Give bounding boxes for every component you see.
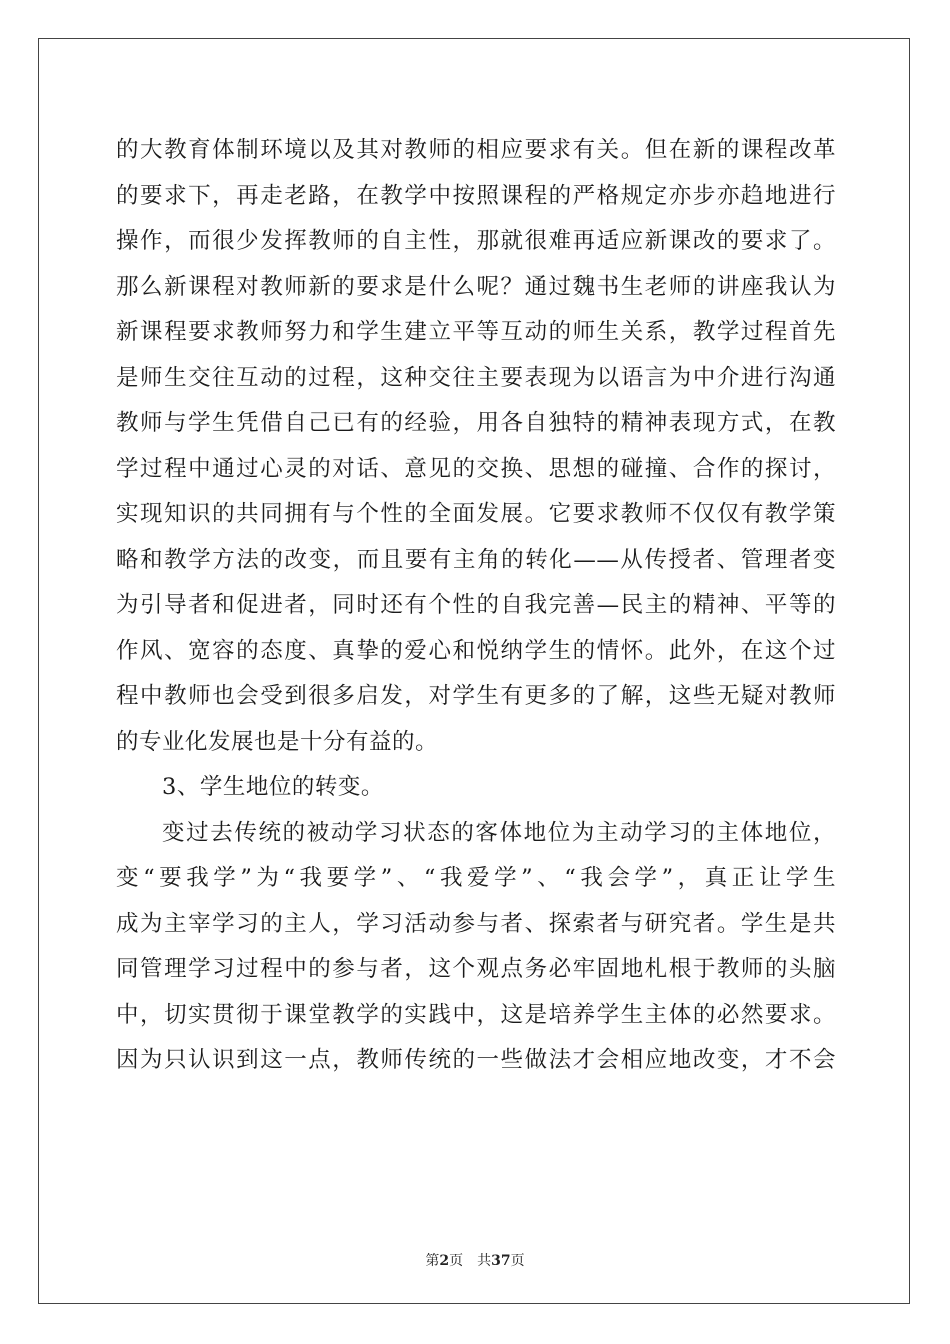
text-line: 略和教学方法的改变，而且要有主角的转化——从传授者、管理者变	[116, 546, 836, 573]
text-line: 变过去传统的被动学习状态的客体地位为主动学习的主体地位，	[162, 819, 836, 846]
document-body	[116, 128, 836, 1084]
text-line: 的要求下，再走老路，在教学中按照课程的严格规定亦步亦趋地进行	[116, 182, 836, 209]
text-line: 变“要我学”为“我要学”、“我爱学”、“我会学”，真正让学生	[116, 865, 836, 891]
total-label-suffix: 页	[510, 1253, 525, 1269]
text-line: 成为主宰学习的主人，学习活动参与者、探索者与研究者。学生是共	[116, 910, 836, 937]
text-line: 学过程中通过心灵的对话、意见的交换、思想的碰撞、合作的探讨，	[116, 455, 836, 482]
text-line: 操作，而很少发挥教师的自主性，那就很难再适应新课改的要求了。	[116, 228, 836, 254]
text-line: 中，切实贯彻于课堂教学的实践中，这是培养学生主体的必然要求。	[116, 1001, 836, 1028]
section-heading: 3、学生地位的转变。	[162, 774, 384, 800]
text-line: 实现知识的共同拥有与个性的全面发展。它要求教师不仅仅有教学策	[116, 501, 836, 527]
total-pages: 37	[491, 1253, 511, 1269]
text-line: 的大教育体制环境以及其对教师的相应要求有关。但在新的课程改革	[116, 137, 836, 163]
text-line: 因为只认识到这一点，教师传统的一些做法才会相应地改变，才不会	[116, 1047, 836, 1073]
text-line: 作风、宽容的态度、真挚的爱心和悦纳学生的情怀。此外，在这个过	[116, 637, 836, 664]
text-line: 教师与学生凭借自己已有的经验，用各自独特的精神表现方式，在教	[116, 410, 836, 436]
page-footer	[0, 1250, 950, 1270]
page-label-prefix: 第	[425, 1253, 440, 1269]
page-number: 2	[439, 1253, 450, 1269]
text-line: 那么新课程对教师新的要求是什么呢？通过魏书生老师的讲座我认为	[116, 273, 836, 300]
page-label-suffix: 页	[449, 1253, 464, 1269]
text-line: 是师生交往互动的过程，这种交往主要表现为以语言为中介进行沟通	[116, 364, 836, 391]
total-label-prefix: 共	[477, 1253, 492, 1269]
text-line: 的专业化发展也是十分有益的。	[116, 728, 439, 755]
text-line: 同管理学习过程中的参与者，这个观点务必牢固地札根于教师的头脑	[116, 956, 836, 982]
text-line: 为引导者和促进者，同时还有个性的自我完善—民主的精神、平等的	[116, 592, 836, 618]
text-line: 新课程要求教师努力和学生建立平等互动的师生关系，教学过程首先	[116, 319, 836, 345]
text-line: 程中教师也会受到很多启发，对学生有更多的了解，这些无疑对教师	[116, 683, 836, 709]
